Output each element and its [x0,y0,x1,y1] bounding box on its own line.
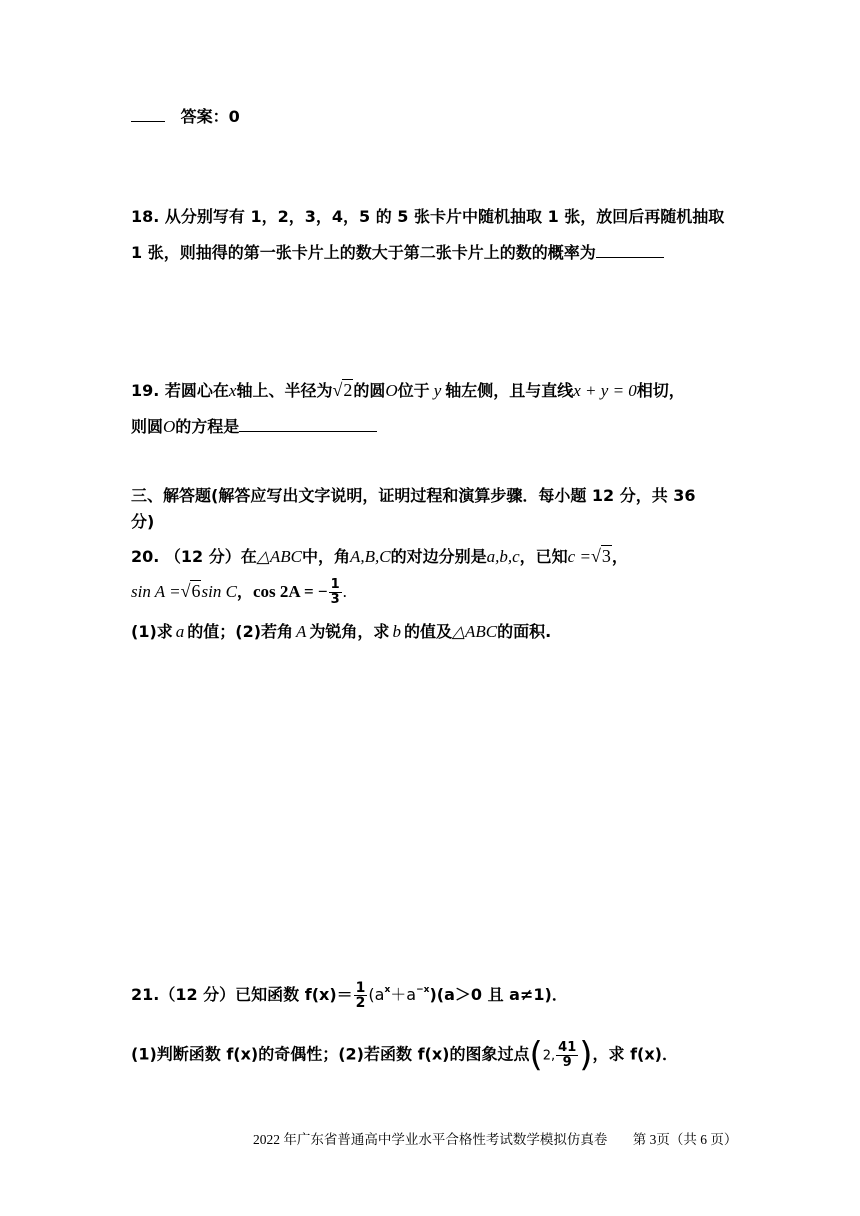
q20-text: 中，角 [301,547,350,566]
q20-text: 的值；(2)若角 [187,622,294,641]
q21-text: 21.（12 分）已知函数 f(x)＝ [131,985,353,1004]
q21-text: )(a＞0 且 a≠1)． [429,985,568,1004]
q20-text: . [342,582,347,601]
footer-title: 2022 年广东省普通高中学业水平合格性考试数学模拟仿真卷 [253,1132,608,1147]
fraction-41-9: $\frac{41}{9}$ [558,1039,577,1070]
math-b: b [392,622,401,641]
math-sides: a,b,c [486,547,520,566]
point-x: 2, [542,1048,556,1064]
q19-text: 则圆 [131,417,164,436]
q18-line2 [131,240,664,265]
q21-text: (1)判断函数 f(x)的奇偶性；(2)若函数 f(x)的图象过点 [131,1044,530,1064]
q21-line1 [131,978,568,1010]
math-O: O [385,381,398,400]
fraction-one-half: $\frac{1}{2}$ [355,980,366,1011]
q20-text: (1)求 [131,622,173,641]
q19-line1 [131,378,685,403]
superscript-x: x [384,985,391,995]
q19-text: 的圆 [353,381,386,400]
q20-text: ，已知 [519,547,568,566]
math-A: A [296,622,307,641]
math-y: y [433,381,442,400]
q19-text: 19. 若圆心在 [131,381,229,400]
q17-answer-line [131,104,240,129]
q19-text: 相切， [636,381,685,400]
q19-line2 [131,414,377,439]
math-sinA: sin A = [131,582,181,601]
q18-answer-blank [596,240,664,258]
q21-text: ，求 f(x)． [592,1044,678,1064]
q19-text: 的方程是 [175,417,240,436]
math-a: a [175,622,185,641]
answer-blank [131,104,165,122]
q20-text: 为锐角，求 [309,622,390,641]
q21-line2 [131,1035,678,1075]
math-line-eq: x + y = 0 [573,381,637,400]
q20-text: ， [611,547,628,566]
q20-line2 [131,578,347,607]
math-O: O [163,417,176,436]
left-bracket: ( [529,1035,543,1075]
q21-text: ＋a [390,985,417,1004]
q19-answer-blank [239,414,377,432]
q18-line1: 18. 从分别写有 1，2，3，4，5 的 5 张卡片中随机抽取 1 张，放回后再随机抽取 [131,207,725,226]
q18-line2-text: 1 张，则抽得的第一张卡片上的数大于第二张卡片上的数的概率为 [131,243,596,262]
q20-text: 20. （12 分）在 [131,547,257,566]
q19-text: 轴左侧，且与直线 [445,381,574,400]
section3-heading-line1: 三、解答题(解答应写出文字说明，证明过程和演算步骤．每小题 12 分，共 36 [131,486,696,505]
q20-text: 的对边分别是 [390,547,487,566]
q17-answer: 答案：0 [180,107,240,126]
q20-line1 [131,544,628,569]
math-c-eq: c = [567,547,591,566]
math-angles: A,B,C [349,547,391,566]
math-x: x [228,381,237,400]
q19-text: 轴上、半径为 [236,381,333,400]
math-triangle: △ABC [256,547,302,566]
q21-text: (a [368,985,385,1004]
sqrt-2: √2 [332,380,353,400]
superscript-neg-x: −x [416,985,430,995]
math-triangle: △ABC [451,622,498,641]
q20-text: 的面积. [497,622,552,641]
q19-text: 位于 [397,381,430,400]
q20-line3 [131,620,551,644]
page-footer [253,1128,737,1148]
section3-heading-line2: 分) [131,512,155,531]
math-cos2A: cos 2A = − [252,582,328,601]
sqrt-6: √6 [180,581,201,601]
fraction-one-third: $\frac{1}{3}$ [330,577,340,607]
right-bracket: ) [579,1035,593,1075]
q20-text: ， [236,582,253,601]
sqrt-3: √3 [590,546,611,566]
math-sinC: sin C [201,582,237,601]
footer-page-number: 第 3页（共 6 页） [632,1132,738,1147]
q20-text: 的值及 [403,622,452,641]
